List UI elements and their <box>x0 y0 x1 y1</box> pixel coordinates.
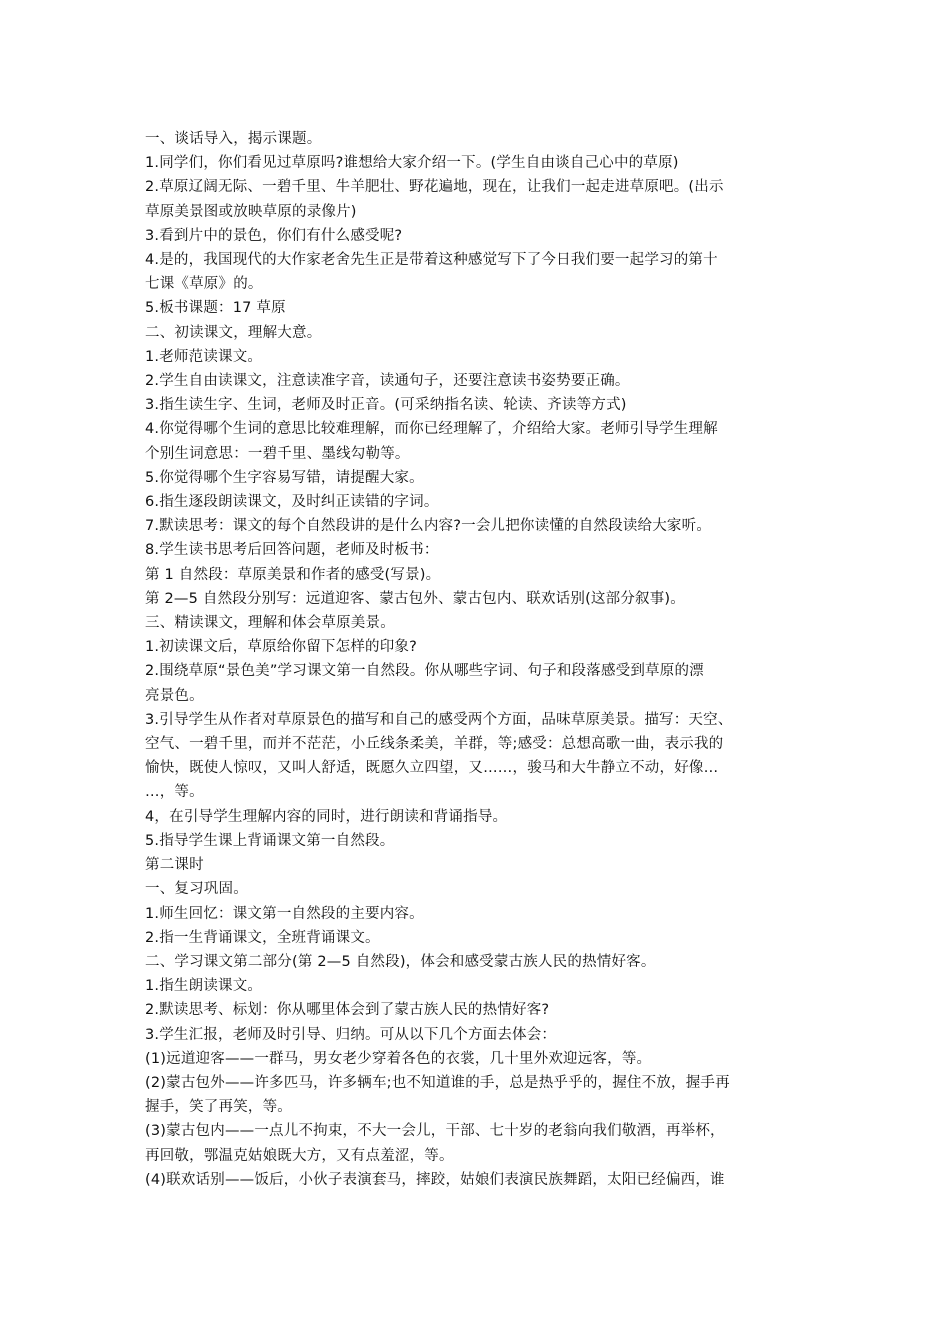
lesson-heading: 第二课时 <box>145 857 204 874</box>
text-line: 3.引导学生从作者对草原景色的描写和自己的感受两个方面，品味草原美景。描写：天空、 <box>145 711 733 728</box>
text-line: 1.师生回忆：课文第一自然段的主要内容。 <box>145 905 424 922</box>
text-line: 2.围绕草原“景色美”学习课文第一自然段。你从哪些字词、句子和段落感受到草原的漂 <box>145 663 704 680</box>
text-line: 4.是的，我国现代的大作家老舍先生正是带着这种感觉写下了今日我们要一起学习的第十 <box>145 252 718 269</box>
text-line: 1.老师范读课文。 <box>145 348 263 365</box>
text-line: 6.指生逐段朗读课文，及时纠正读错的字词。 <box>145 494 439 511</box>
text-line: 3.学生汇报，老师及时引导、归纳。可从以下几个方面去体会： <box>145 1026 557 1043</box>
text-line: 第 2—5 自然段分别写：远道迎客、蒙古包外、蒙古包内、联欢话别(这部分叙事)。 <box>145 590 685 607</box>
section-heading: 三、精读课文，理解和体会草原美景。 <box>145 615 395 632</box>
text-line: 1.同学们，你们看见过草原吗?谁想给大家介绍一下。(学生自由谈自己心中的草原) <box>145 155 679 172</box>
section-heading: 二、初读课文，理解大意。 <box>145 324 322 341</box>
text-line: 8.学生读书思考后回答问题，老师及时板书： <box>145 542 439 559</box>
text-line: 个别生词意思：一碧千里、墨线勾勒等。 <box>145 445 410 462</box>
text-line: 第 1 自然段：草原美景和作者的感受(写景)。 <box>145 566 441 583</box>
text-line: 4，在引导学生理解内容的同时，进行朗读和背诵指导。 <box>145 808 508 825</box>
text-line: 2.默读思考、标划：你从哪里体会到了蒙古族人民的热情好客? <box>145 1002 550 1019</box>
text-line: (1)远道迎客——一群马，男女老少穿着各色的衣裳，几十里外欢迎远客，等。 <box>145 1050 652 1067</box>
text-line: 空气、一碧千里，而并不茫茫，小丘线条柔美，羊群，等;感受：总想高歌一曲，表示我的 <box>145 736 724 753</box>
text-line: 草原美景图或放映草原的录像片) <box>145 203 357 220</box>
text-line: 3.指生读生字、生词，老师及时正音。(可采纳指名读、轮读、齐读等方式) <box>145 397 627 414</box>
text-line: (2)蒙古包外——许多匹马，许多辆车;也不知道谁的手，总是热乎乎的，握住不放，握手再 <box>145 1074 730 1091</box>
text-line: 2.草原辽阔无际、一碧千里、牛羊肥壮、野花遍地，现在，让我们一起走进草原吧。(出示 <box>145 179 724 196</box>
section-heading: 二、学习课文第二部分(第 2—5 自然段)，体会和感受蒙古族人民的热情好客。 <box>145 953 656 970</box>
text-line: 一、谈话导入，揭示课题。 <box>145 131 322 147</box>
text-line: …，等。 <box>145 784 204 801</box>
document-body <box>145 127 815 1192</box>
text-line: 再回敬，鄂温克姑娘既大方，又有点羞涩，等。 <box>145 1147 454 1164</box>
text-line: (4)联欢话别——饭后，小伙子表演套马，摔跤，姑娘们表演民族舞蹈，太阳已经偏西，谁 <box>145 1171 725 1188</box>
text-line: 握手，笑了再笑，等。 <box>145 1099 292 1116</box>
text-line: 1.初读课文后，草原给你留下怎样的印象? <box>145 639 418 656</box>
section-heading: 一、复习巩固。 <box>145 881 248 898</box>
text-line: 亮景色。 <box>145 687 204 704</box>
text-line: 七课《草原》的。 <box>145 276 263 293</box>
text-line: 2.指一生背诵课文，全班背诵课文。 <box>145 929 380 946</box>
text-line: 1.指生朗读课文。 <box>145 978 263 995</box>
text-line: 3.看到片中的景色，你们有什么感受呢? <box>145 227 403 244</box>
text-line: (3)蒙古包内——一点儿不拘束，不大一会儿，干部、七十岁的老翁向我们敬酒，再举杯， <box>145 1123 725 1140</box>
text-line: 愉快，既使人惊叹，又叫人舒适，既愿久立四望，又……，骏马和大牛静立不动，好像… <box>145 760 719 777</box>
text-line: 4.你觉得哪个生词的意思比较难理解，而你已经理解了，介绍给大家。老师引导学生理解 <box>145 421 718 438</box>
text-line: 5.板书课题：17 草原 <box>145 300 286 317</box>
text-line: 7.默读思考：课文的每个自然段讲的是什么内容?一会儿把你读懂的自然段读给大家听。 <box>145 518 712 535</box>
text-line: 5.你觉得哪个生字容易写错，请提醒大家。 <box>145 469 424 486</box>
text-line: 5.指导学生课上背诵课文第一自然段。 <box>145 832 395 849</box>
text-line: 2.学生自由读课文，注意读准字音，读通句子，还要注意读书姿势要正确。 <box>145 373 630 390</box>
